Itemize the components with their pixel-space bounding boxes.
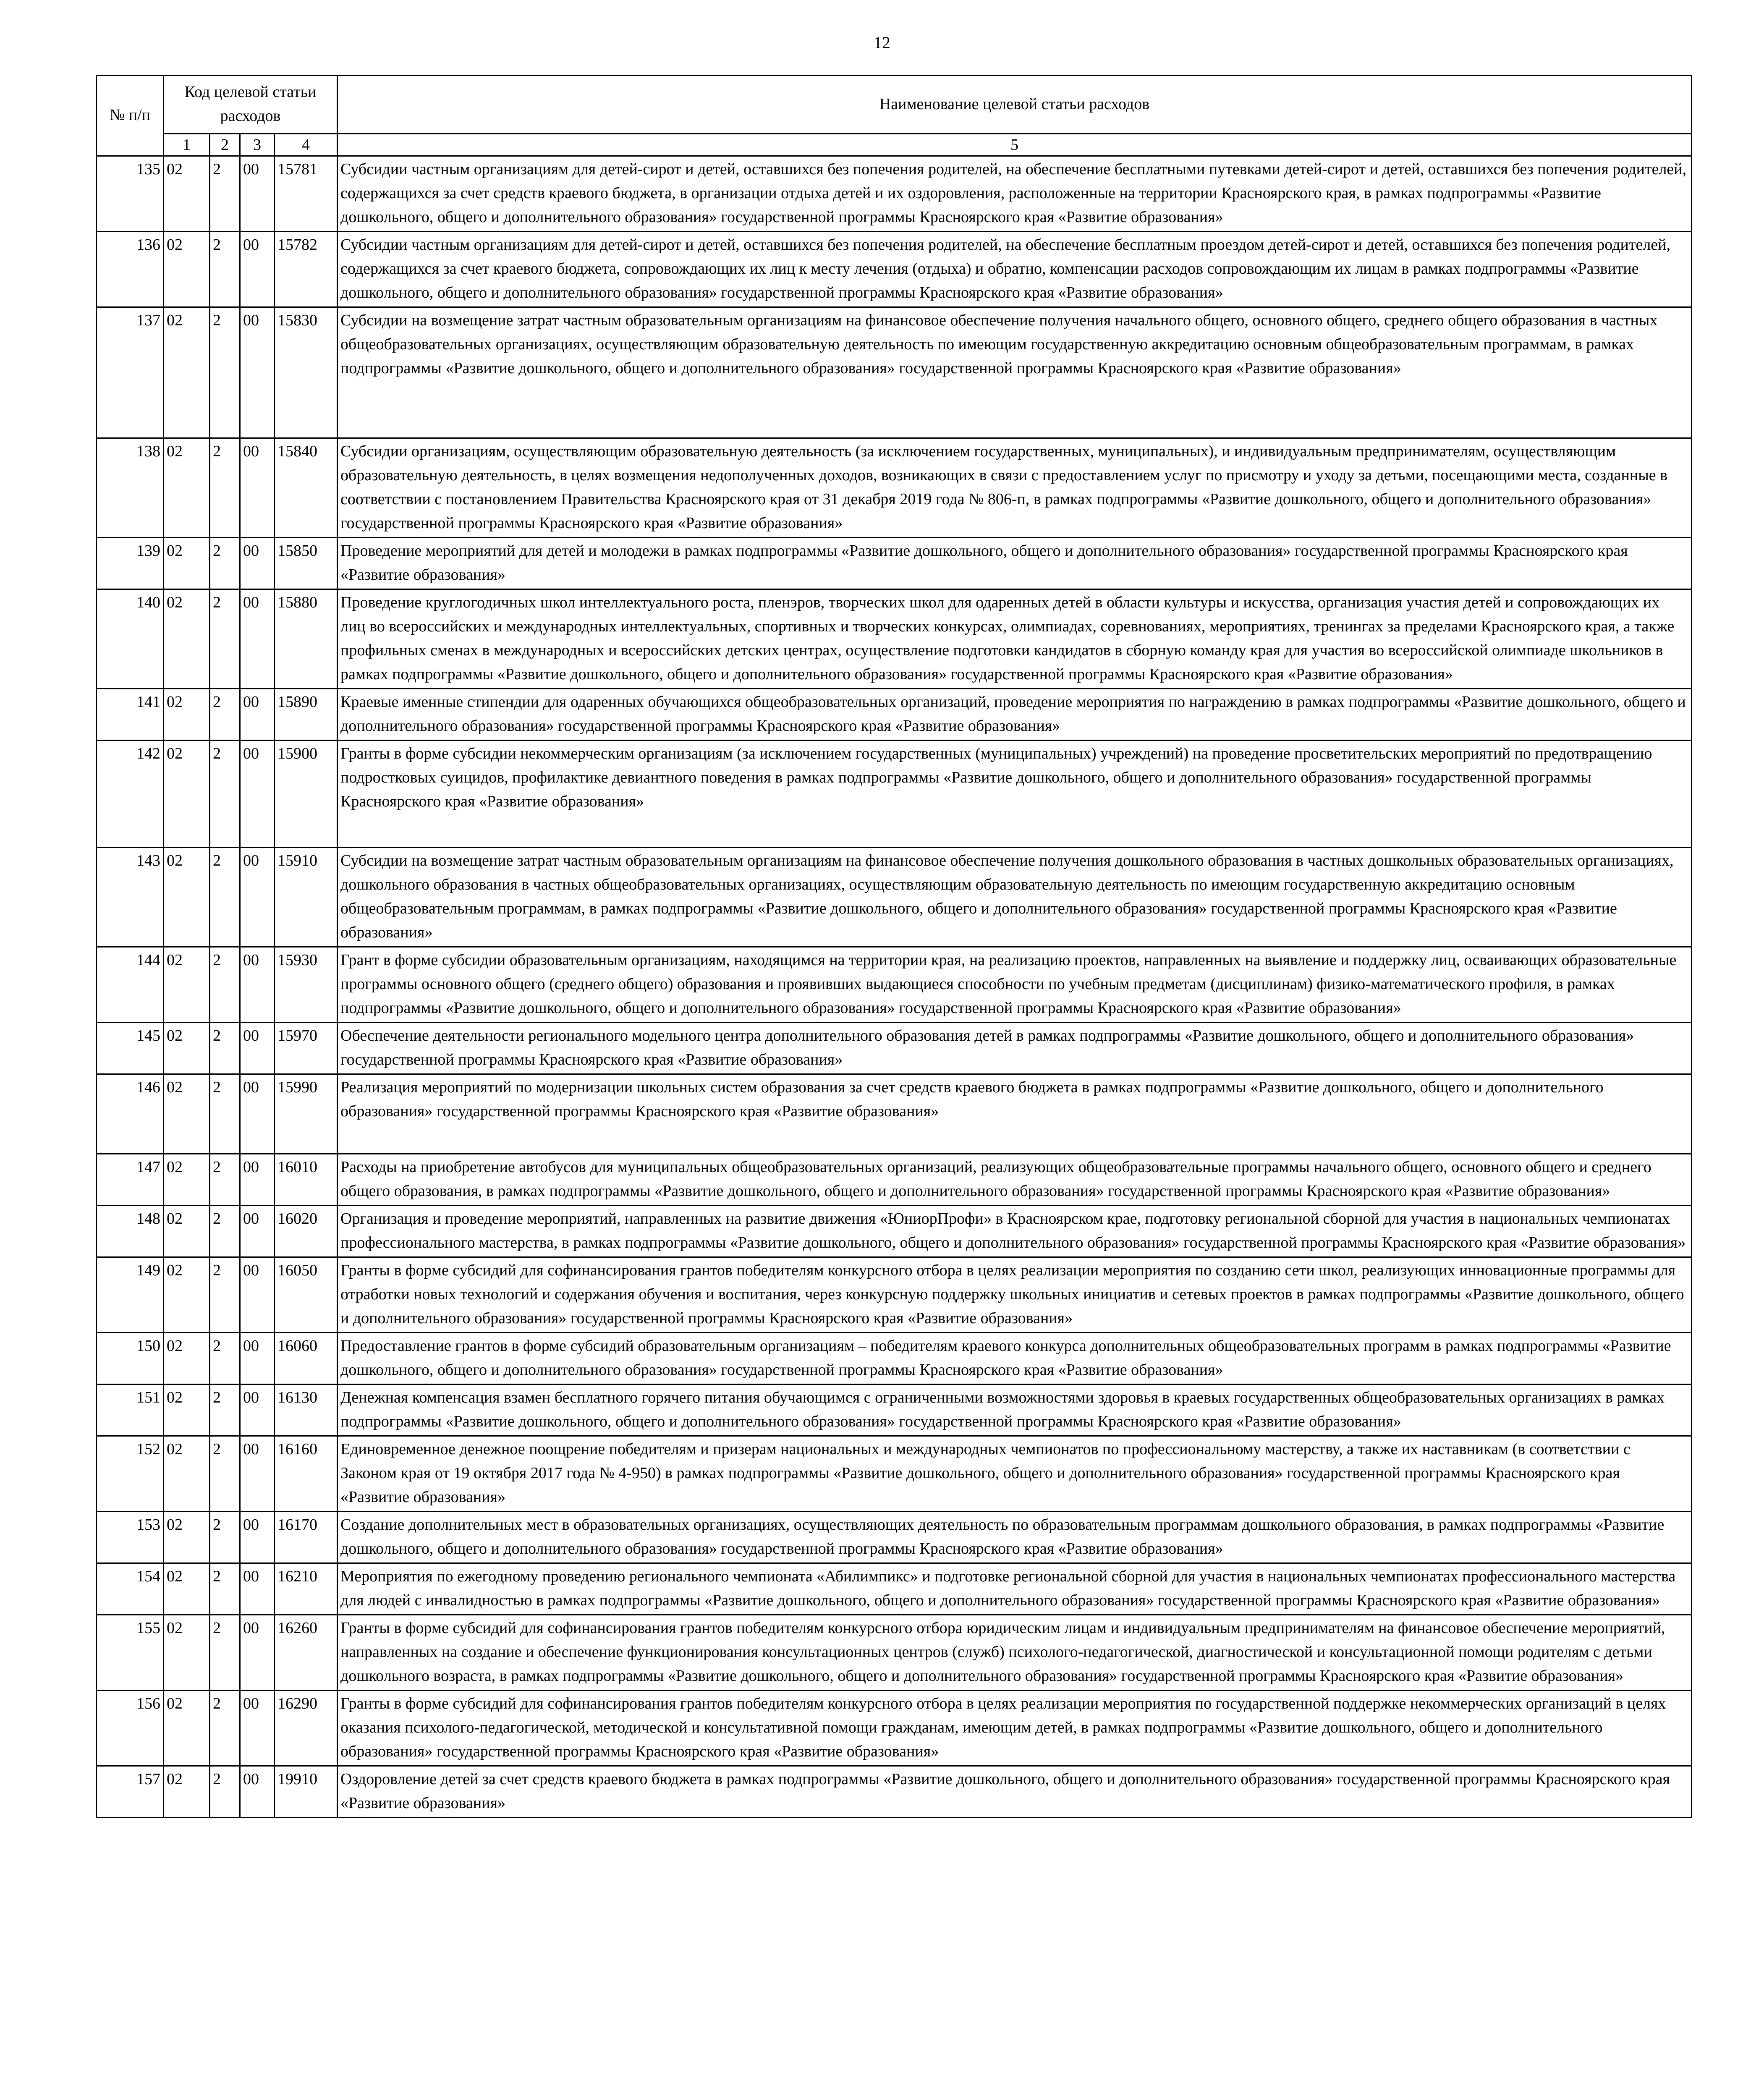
row-number-cell: 142 [97,741,164,848]
code-part-4-cell: 15930 [275,947,338,1023]
row-number-cell: 136 [97,232,164,307]
code-part-3-cell: 00 [240,1206,275,1257]
expense-name-cell: Единовременное денежное поощрение победителям и призерам национальных и международных чемпионатов по профессиональному мастерству, а также их наставникам (в соответствии с Законом края от 19 октября 2017 года № 4-950) в рамках подпрограммы «Развитие дошкольного, общего и дополнительного образования» государственной программы Красноярского края «Развитие образования» [338,1436,1692,1512]
code-part-1-cell: 02 [164,1333,210,1385]
code-part-4-cell: 15970 [275,1023,338,1074]
expense-name-cell: Гранты в форме субсидий для софинансирования грантов победителям конкурсного отбора в целях реализации мероприятия по государственной поддержке некоммерческих организаций в целях оказания психолого-педагогической, методической и консультативной помощи гражданам, имеющим детей, в рамках подпрограммы «Развитие дошкольного, общего и дополнительного образования» государственной программы Красноярского края «Развитие образования» [338,1691,1692,1766]
code-part-1-cell: 02 [164,741,210,848]
header-row-number: № п/п [97,76,164,156]
table-row [97,538,1692,589]
code-part-2-cell: 2 [210,1766,240,1818]
row-number-cell: 145 [97,1023,164,1074]
code-part-2-cell: 2 [210,1074,240,1154]
header-col-number: 1 [164,134,210,156]
table-row [97,1691,1692,1766]
table-row [97,1333,1692,1385]
code-part-2-cell: 2 [210,741,240,848]
code-part-4-cell: 16060 [275,1333,338,1385]
expense-name-cell: Субсидии организациям, осуществляющим образовательную деятельность (за исключением государственных, муниципальных), и индивидуальным предпринимателям, осуществляющим образовательную деятельность, в целях возмещения недополученных доходов, возникающих в связи с предоставлением услуг по присмотру и уходу за детьми, посещающими места, созданные в соответствии с постановлением Правительства Красноярского края от 31 декабря 2019 года № 806-п, в рамках подпрограммы «Развитие дошкольного, общего и дополнительного образования» государственной программы Красноярского края «Развитие образования» [338,438,1692,538]
row-number-cell: 151 [97,1385,164,1436]
code-part-4-cell: 16010 [275,1154,338,1206]
code-part-1-cell: 02 [164,1691,210,1766]
table-row [97,1766,1692,1818]
expense-name-cell: Проведение круглогодичных школ интеллектуального роста, пленэров, творческих школ для одаренных детей в области культуры и искусства, организация участия детей и сопровождающих их лиц во всероссийских и международных интеллектуальных, спортивных и творческих конкурсах, олимпиадах, соревнованиях, мероприятиях, тренингах за пределами Красноярского края, а также профильных сменах в международных и всероссийских детских центрах, осуществление подготовки кандидатов в сборную команду края для участия во всероссийской олимпиаде школьников в рамках подпрограммы «Развитие дошкольного, общего и дополнительного образования» государственной программы Красноярского края «Развитие образования» [338,589,1692,689]
expense-name-cell: Гранты в форме субсидий для софинансирования грантов победителям конкурсного отбора в целях реализации мероприятия по созданию сети школ, реализующих инновационные программы для отработки новых технологий и содержания обучения и воспитания, через конкурсную поддержку школьных инициатив и сетевых проектов в рамках подпрограммы «Развитие дошкольного, общего и дополнительного образования» государственной программы Красноярского края «Развитие образования» [338,1257,1692,1333]
code-part-4-cell: 19910 [275,1766,338,1818]
code-part-1-cell: 02 [164,689,210,741]
code-part-1-cell: 02 [164,1615,210,1691]
code-part-4-cell: 16170 [275,1512,338,1563]
code-part-1-cell: 02 [164,1766,210,1818]
code-part-4-cell: 15890 [275,689,338,741]
expense-name-cell: Субсидии на возмещение затрат частным образовательным организациям на финансовое обеспечение получения начального общего, основного общего, среднего общего образования в частных общеобразовательных организациях, осуществляющим образовательную деятельность по имеющим государственную аккредитацию основным общеобразовательным программам, в рамках подпрограммы «Развитие дошкольного, общего и дополнительного образования» государственной программы Красноярского края «Развитие образования» [338,307,1692,438]
target-expense-table [96,75,1692,1818]
code-part-2-cell: 2 [210,1257,240,1333]
code-part-1-cell: 02 [164,538,210,589]
code-part-4-cell: 15990 [275,1074,338,1154]
header-col-number: 4 [275,134,338,156]
table-row [97,1563,1692,1615]
row-number-cell: 156 [97,1691,164,1766]
code-part-1-cell: 02 [164,1436,210,1512]
row-number-cell: 154 [97,1563,164,1615]
code-part-2-cell: 2 [210,1154,240,1206]
code-part-3-cell: 00 [240,947,275,1023]
code-part-2-cell: 2 [210,1436,240,1512]
code-part-2-cell: 2 [210,589,240,689]
code-part-1-cell: 02 [164,438,210,538]
code-part-4-cell: 16020 [275,1206,338,1257]
row-number-cell: 140 [97,589,164,689]
code-part-3-cell: 00 [240,1691,275,1766]
code-part-4-cell: 16210 [275,1563,338,1615]
code-part-1-cell: 02 [164,1154,210,1206]
expense-name-cell: Грант в форме субсидии образовательным организациям, находящимся на территории края, на реализацию проектов, направленных на выявление и поддержку лиц, осваивающих образовательные программы основного общего (среднего общего) образования и проявивших выдающиеся способности по учебным предметам (дисциплинам) физико-математического профиля, в рамках подпрограммы «Развитие дошкольного, общего и дополнительного образования» государственной программы Красноярского края «Развитие образования» [338,947,1692,1023]
code-part-1-cell: 02 [164,1074,210,1154]
header-name: Наименование целевой статьи расходов [338,76,1692,134]
row-number-cell: 149 [97,1257,164,1333]
code-part-2-cell: 2 [210,689,240,741]
header-col-number: 5 [338,134,1692,156]
code-part-3-cell: 00 [240,438,275,538]
expense-name-cell: Мероприятия по ежегодному проведению регионального чемпионата «Абилимпикс» и подготовке региональной сборной для участия в национальных чемпионатах профессионального мастерства для людей с инвалидностью в рамках подпрограммы «Развитие дошкольного, общего и дополнительного образования» государственной программы Красноярского края «Развитие образования» [338,1563,1692,1615]
table-row [97,232,1692,307]
table-row [97,438,1692,538]
table-row [97,307,1692,438]
header-col-number: 2 [210,134,240,156]
expense-name-cell: Субсидии на возмещение затрат частным образовательным организациям на финансовое обеспечение получения дошкольного образования в частных дошкольных образовательных организациях, дошкольного образования в частных общеобразовательных организациях, осуществляющим образовательную деятельность по имеющим государственную аккредитацию основным общеобразовательным программам, в рамках подпрограммы «Развитие дошкольного, общего и дополнительного образования» государственной программы Красноярского края «Развитие образования» [338,848,1692,947]
row-number-cell: 139 [97,538,164,589]
code-part-3-cell: 00 [240,1766,275,1818]
code-part-4-cell: 16160 [275,1436,338,1512]
code-part-3-cell: 00 [240,1385,275,1436]
expense-name-cell: Реализация мероприятий по модернизации школьных систем образования за счет средств краевого бюджета в рамках подпрограммы «Развитие дошкольного, общего и дополнительного образования» государственной программы Красноярского края «Развитие образования» [338,1074,1692,1154]
expense-name-cell: Создание дополнительных мест в образовательных организациях, осуществляющих деятельность по образовательным программам дошкольного образования, в рамках подпрограммы «Развитие дошкольного, общего и дополнительного образования» государственной программы Красноярского края «Развитие образования» [338,1512,1692,1563]
code-part-3-cell: 00 [240,232,275,307]
table-row [97,1074,1692,1154]
code-part-1-cell: 02 [164,1257,210,1333]
code-part-3-cell: 00 [240,848,275,947]
code-part-3-cell: 00 [240,1023,275,1074]
table-row [97,689,1692,741]
code-part-4-cell: 15830 [275,307,338,438]
code-part-4-cell: 15900 [275,741,338,848]
code-part-3-cell: 00 [240,1563,275,1615]
code-part-4-cell: 16290 [275,1691,338,1766]
code-part-1-cell: 02 [164,947,210,1023]
code-part-3-cell: 00 [240,1257,275,1333]
expense-name-cell: Организация и проведение мероприятий, направленных на развитие движения «ЮниорПрофи» в Красноярском крае, подготовку региональной сборной для участия в национальных чемпионатах профессионального мастерства, в рамках подпрограммы «Развитие дошкольного, общего и дополнительного образования» государственной программы Красноярского края «Развитие образования» [338,1206,1692,1257]
table-row [97,1023,1692,1074]
header-code: Код целевой статьи расходов [164,76,338,134]
code-part-3-cell: 00 [240,689,275,741]
row-number-cell: 144 [97,947,164,1023]
code-part-1-cell: 02 [164,1206,210,1257]
code-part-3-cell: 00 [240,538,275,589]
expense-name-cell: Оздоровление детей за счет средств краевого бюджета в рамках подпрограммы «Развитие дошкольного, общего и дополнительного образования» государственной программы Красноярского края «Развитие образования» [338,1766,1692,1818]
row-number-cell: 135 [97,156,164,232]
table-row [97,1154,1692,1206]
code-part-2-cell: 2 [210,1512,240,1563]
code-part-1-cell: 02 [164,307,210,438]
code-part-2-cell: 2 [210,848,240,947]
row-number-cell: 148 [97,1206,164,1257]
code-part-4-cell: 15880 [275,589,338,689]
code-part-3-cell: 00 [240,1074,275,1154]
code-part-3-cell: 00 [240,1436,275,1512]
code-part-1-cell: 02 [164,589,210,689]
table-row [97,1512,1692,1563]
row-number-cell: 141 [97,689,164,741]
code-part-3-cell: 00 [240,1333,275,1385]
header-col-number: 3 [240,134,275,156]
expense-name-cell: Гранты в форме субсидии некоммерческим организациям (за исключением государственных (муниципальных) учреждений) на проведение просветительских мероприятий по предотвращению подростковых суицидов, профилактике девиантного поведения в рамках подпрограммы «Развитие дошкольного, общего и дополнительного образования» государственной программы Красноярского края «Развитие образования» [338,741,1692,848]
row-number-cell: 153 [97,1512,164,1563]
row-number-cell: 137 [97,307,164,438]
code-part-4-cell: 15840 [275,438,338,538]
expense-name-cell: Субсидии частным организациям для детей-сирот и детей, оставшихся без попечения родителей, на обеспечение бесплатными путевками детей-сирот и детей, оставшихся без попечения родителей, содержащихся за счет средств краевого бюджета, в организации отдыха детей и их оздоровления, расположенные на территории Красноярского края, в рамках подпрограммы «Развитие дошкольного, общего и дополнительного образования» государственной программы Красноярского края «Развитие образования» [338,156,1692,232]
code-part-4-cell: 15781 [275,156,338,232]
code-part-4-cell: 15910 [275,848,338,947]
table-row [97,848,1692,947]
expense-name-cell: Субсидии частным организациям для детей-сирот и детей, оставшихся без попечения родителей, на обеспечение бесплатным проездом детей-сирот и детей, оставшихся без попечения родителей, содержащихся за счет краевого бюджета, сопровождающих их лиц к месту лечения (отдыха) и обратно, компенсации расходов сопровождающим их лицам в рамках подпрограммы «Развитие дошкольного, общего и дополнительного образования» государственной программы Красноярского края «Развитие образования» [338,232,1692,307]
table-row [97,589,1692,689]
expense-name-cell: Обеспечение деятельности регионального модельного центра дополнительного образования детей в рамках подпрограммы «Развитие дошкольного, общего и дополнительного образования» государственной программы Красноярского края «Развитие образования» [338,1023,1692,1074]
code-part-1-cell: 02 [164,1023,210,1074]
expense-name-cell: Расходы на приобретение автобусов для муниципальных общеобразовательных организаций, реализующих общеобразовательные программы начального общего, основного общего и среднего общего образования, в рамках подпрограммы «Развитие дошкольного, общего и дополнительного образования» государственной программы Красноярского края «Развитие образования» [338,1154,1692,1206]
code-part-1-cell: 02 [164,1563,210,1615]
table-body [97,156,1692,1818]
code-part-3-cell: 00 [240,307,275,438]
row-number-cell: 147 [97,1154,164,1206]
row-number-cell: 143 [97,848,164,947]
code-part-1-cell: 02 [164,848,210,947]
expense-name-cell: Краевые именные стипендии для одаренных обучающихся общеобразовательных организаций, проведение мероприятия по награждению в рамках подпрограммы «Развитие дошкольного, общего и дополнительного образования» государственной программы Красноярского края «Развитие образования» [338,689,1692,741]
code-part-2-cell: 2 [210,156,240,232]
code-part-4-cell: 16130 [275,1385,338,1436]
code-part-3-cell: 00 [240,1615,275,1691]
code-part-4-cell: 16050 [275,1257,338,1333]
row-number-cell: 146 [97,1074,164,1154]
code-part-1-cell: 02 [164,232,210,307]
code-part-3-cell: 00 [240,741,275,848]
table-row [97,1257,1692,1333]
code-part-2-cell: 2 [210,538,240,589]
code-part-3-cell: 00 [240,1512,275,1563]
table-row [97,947,1692,1023]
table-row [97,156,1692,232]
expense-name-cell: Гранты в форме субсидий для софинансирования грантов победителям конкурсного отбора юридическим лицам и индивидуальным предпринимателям на финансовое обеспечение мероприятий, направленных на создание и обеспечение функционирования консультационных центров (служб) психолого-педагогической, диагностической и консультационной помощи родителям с детьми дошкольного возраста, в рамках подпрограммы «Развитие дошкольного, общего и дополнительного образования» государственной программы Красноярского края «Развитие образования» [338,1615,1692,1691]
code-part-2-cell: 2 [210,307,240,438]
code-part-2-cell: 2 [210,1023,240,1074]
table-row [97,1436,1692,1512]
code-part-3-cell: 00 [240,156,275,232]
table-row [97,1385,1692,1436]
expense-name-cell: Проведение мероприятий для детей и молодежи в рамках подпрограммы «Развитие дошкольного, общего и дополнительного образования» государственной программы Красноярского края «Развитие образования» [338,538,1692,589]
code-part-2-cell: 2 [210,232,240,307]
code-part-1-cell: 02 [164,156,210,232]
code-part-2-cell: 2 [210,1333,240,1385]
code-part-3-cell: 00 [240,1154,275,1206]
row-number-cell: 152 [97,1436,164,1512]
table-row [97,1615,1692,1691]
row-number-cell: 150 [97,1333,164,1385]
code-part-3-cell: 00 [240,589,275,689]
code-part-4-cell: 16260 [275,1615,338,1691]
code-part-1-cell: 02 [164,1385,210,1436]
expense-name-cell: Денежная компенсация взамен бесплатного горячего питания обучающимся с ограниченными возможностями здоровья в краевых государственных общеобразовательных организациях в рамках подпрограммы «Развитие дошкольного, общего и дополнительного образования» государственной программы Красноярского края «Развитие образования» [338,1385,1692,1436]
code-part-2-cell: 2 [210,1615,240,1691]
row-number-cell: 157 [97,1766,164,1818]
code-part-1-cell: 02 [164,1512,210,1563]
code-part-4-cell: 15850 [275,538,338,589]
table-row [97,741,1692,848]
code-part-2-cell: 2 [210,438,240,538]
code-part-2-cell: 2 [210,1563,240,1615]
code-part-2-cell: 2 [210,947,240,1023]
page-number: 12 [874,33,890,52]
code-part-2-cell: 2 [210,1691,240,1766]
expense-name-cell: Предоставление грантов в форме субсидий образовательным организациям – победителям краевого конкурса дополнительных общеобразовательных программ в рамках подпрограммы «Развитие дошкольного, общего и дополнительного образования» государственной программы Красноярского края «Развитие образования» [338,1333,1692,1385]
code-part-4-cell: 15782 [275,232,338,307]
table-row [97,1206,1692,1257]
row-number-cell: 155 [97,1615,164,1691]
code-part-2-cell: 2 [210,1206,240,1257]
row-number-cell: 138 [97,438,164,538]
code-part-2-cell: 2 [210,1385,240,1436]
